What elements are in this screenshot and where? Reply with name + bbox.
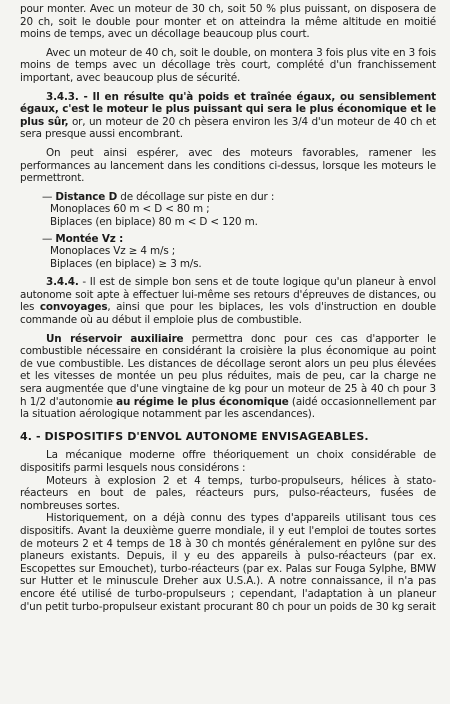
takeoff-label: Distance D: [55, 190, 118, 203]
paragraph-3-4-3: [20, 91, 436, 141]
section-number-3-4-3: 3.4.3.: [46, 90, 79, 103]
paragraph-history: Historiquement, on a déjà connu des types d'appareils utilisant tous ces dispositifs. Avant la deuxième guerre mondiale, il y eut l'emploi de toutes sortes de moteurs 2 et 4 temps de 18 à 30 ch montés généralement en pylône sur des planeurs existants. Depuis, il y eu des appareils à pulso-réacteurs (par ex. Escopettes sur Emouchet), turbo-réacteurs (par ex. Palas sur Fouga Sylphe, BMW sur Hutter et le minuscule Dreher aux U.S.A.). A notre connaissance, il n'a pas encore été utilisé de turbo-propulseurs ; cependant, l'adaptation à un planeur d'un petit turbo-propulseur existant procurant 80 ch pour un poids de 30 kg serait: [20, 512, 436, 613]
section-heading-4: 4. - DISPOSITIFS D'ENVOL AUTONOME ENVISAGEABLES.: [20, 429, 369, 443]
p6-text-a: permettra donc pour ces cas d'apporter le combustible nécessaire en considérant la croisière la plus économique au point de vue combustible. Les distances de décollage seront alors un peu plus élevées et les vitesses de montée un peu plus réduites, mais de peu, car la charge ne sera augmentée que d'une vingtaine de kg pour un moteur de 25 à 40 ch pour 3 h 1/2 d'autonomie: [20, 332, 436, 408]
takeoff-rest: de décollage sur piste en dur :: [117, 190, 275, 203]
climb-label: Montée Vz :: [55, 232, 124, 245]
p5-text-b: , ainsi que pour les biplaces, les vols d'instruction en double commande où au début il emploie plus de combustible.: [20, 301, 436, 327]
paragraph-hope: On peut ainsi espérer, avec des moteurs favorables, ramener les performances au lancement dans les conditions ci-dessus, lorsque les moteurs le permettront.: [20, 146, 436, 185]
conclusion-rest: or, un moteur de 20 ch pèsera environ les 3/4 d'un moteur de 40 ch et sera presque aussi encombrant.: [20, 115, 436, 141]
p5-text-a: - Il est de simple bon sens et de toute logique qu'un planeur à envol autonome soit apte à effectuer lui-même ses retours d'épreuves de distances, ou les: [20, 276, 436, 314]
bi-takeoff-line: Biplaces (en biplace) 80 m < D < 120 m.: [50, 215, 258, 228]
paragraph-3-4-4: [20, 276, 436, 326]
paragraph-engine-30ch: pour monter. Avec un moteur de 30 ch, soit 50 % plus puissant, on disposera de 20 ch, soit le double pour monter et on atteindra la même altitude en moitié moins de temps, avec un décollage beaucoup plus court.: [20, 3, 436, 41]
economic-regime-bold: au régime le plus économique: [116, 395, 289, 408]
convoyages-bold: convoyages: [39, 301, 108, 314]
performance-criteria: [20, 191, 436, 271]
climb-criterion-heading: — Montée Vz :: [42, 232, 124, 245]
takeoff-criterion-heading: — Distance D de décollage sur piste en dur :: [42, 190, 275, 203]
auxiliary-tank-bold: Un réservoir auxiliaire: [46, 332, 184, 345]
p6-text-b: (aidé occasionnellement par la situation aérologique notamment par les ascendances).: [20, 395, 436, 421]
paragraph-auxiliary-tank: [20, 333, 436, 421]
bi-climb-line: Biplaces (en biplace) ≥ 3 m/s.: [50, 257, 202, 270]
mono-takeoff-line: Monoplaces 60 m < D < 80 m ;: [50, 203, 210, 216]
paragraph-engine-40ch: Avec un moteur de 40 ch, soit le double, on montera 3 fois plus vite en 3 fois moins de temps avec un décollage très court, complété d'un franchissement important, avec beaucoup plus de sécurité.: [20, 46, 436, 84]
section-number-3-4-4: 3.4.4.: [46, 276, 79, 289]
conclusion-bold: - Il en résulte qu'à poids et traînée égaux, ou sensiblement égaux, c'est le moteur le plus puissant qui sera le plus économique et le plus sûr,: [20, 90, 436, 128]
mono-climb-line: Monoplaces Vz ≥ 4 m/s ;: [50, 245, 176, 258]
paragraph-engine-list: Moteurs à explosion 2 et 4 temps, turbo-propulseurs, hélices à stato-réacteurs en bout de pales, réacteurs purs, pulso-réacteurs, fusées de nombreuses sortes.: [20, 474, 436, 512]
paragraph-modern-mechanics: La mécanique moderne offre théoriquement un choix considérable de dispositifs parmi lesquels nous considérons :: [20, 449, 436, 474]
